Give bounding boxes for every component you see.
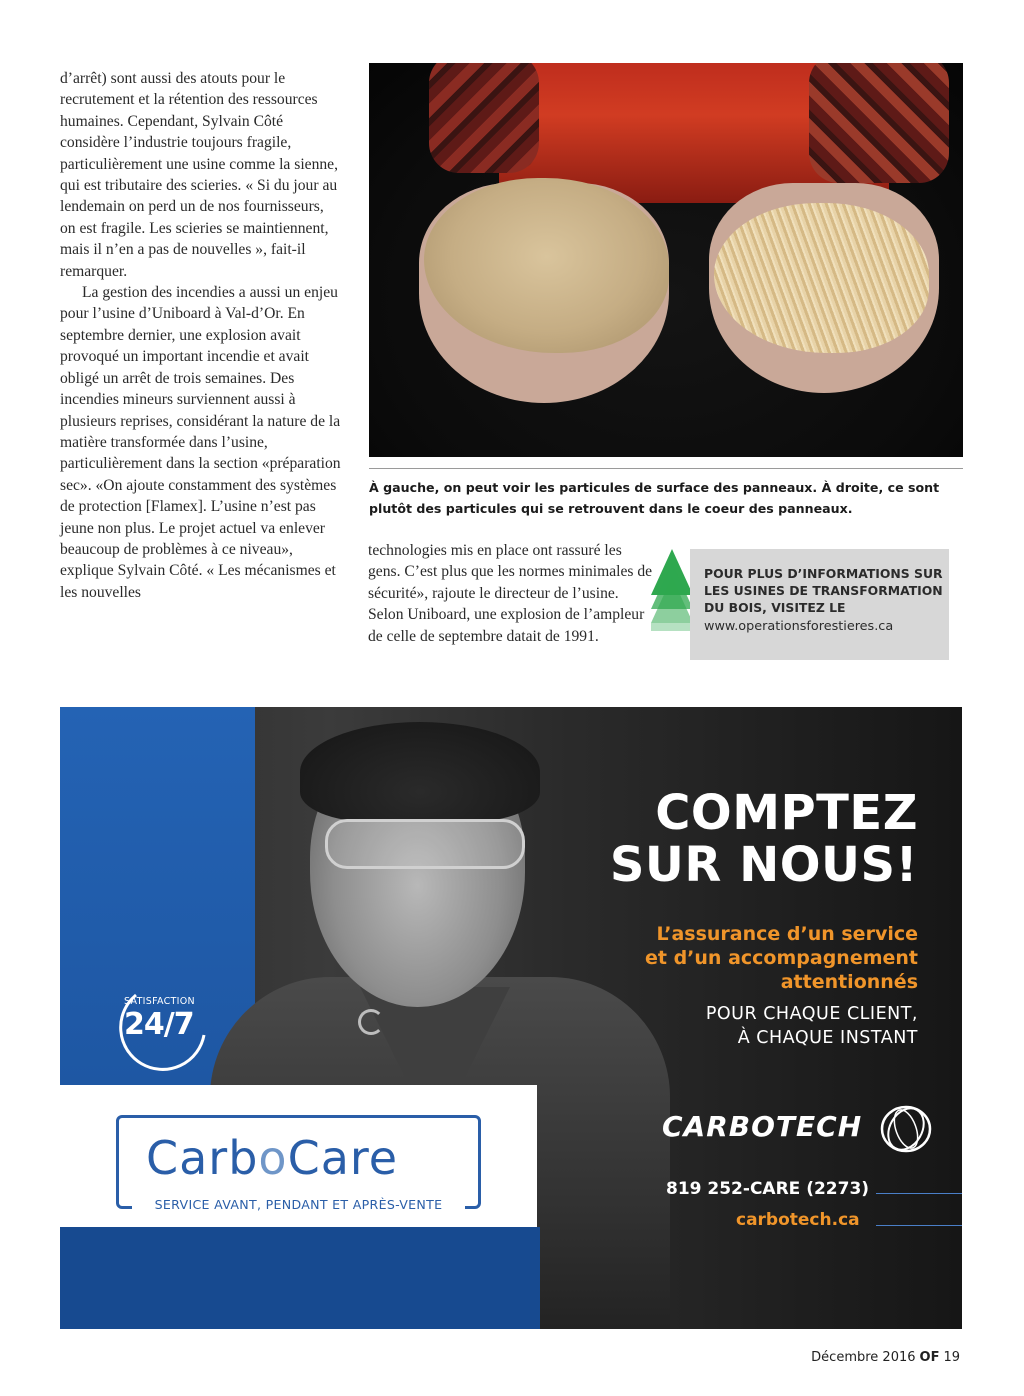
ad-phone[interactable]: 819 252-CARE (2273) xyxy=(666,1179,870,1199)
page-folio xyxy=(811,1350,960,1365)
satisfaction-label: SATISFACTION xyxy=(124,996,195,1007)
article-paragraph: d’arrêt) sont aussi des atouts pour le recrutement et la rétention des ressources humaines. Cependant, Sylvain Côté considère l’industrie toujours fragile, particulièrement une usine comme la sienne, qui est tributaire des scieries. « Si du jour au lendemain on perd un de nos fournisseurs, on est fragile. Les scieries se maintiennent, mais il n’en a pas de nouvelles », fait-il remarquer. xyxy=(60,70,338,280)
ad-headline: COMPTEZ SUR NOUS! xyxy=(609,785,918,893)
info-box-url[interactable]: www.operationsforestieres.ca xyxy=(704,619,894,634)
info-box-heading: POUR PLUS D’INFORMATIONS SUR LES USINES DE TRANSFORMATION DU BOIS, VISITEZ LE xyxy=(704,566,943,615)
carbocare-panel xyxy=(60,1085,537,1227)
ad-tagline: L’assurance d’un service et d’un accompagnement attentionnés xyxy=(645,923,918,993)
folio-issue: Décembre 2016 xyxy=(811,1350,916,1365)
shirt-emblem-icon xyxy=(358,1009,384,1035)
ad-website[interactable]: carbotech.ca xyxy=(736,1210,860,1230)
carbocare-subtitle: SERVICE AVANT, PENDANT ET APRÈS-VENTE xyxy=(132,1197,465,1212)
carbotech-brand: CARBOTECH xyxy=(662,1110,863,1143)
carbotech-advertisement[interactable] xyxy=(60,707,962,1329)
green-arrow-icon xyxy=(651,549,693,631)
article-photo xyxy=(369,63,963,457)
photo-caption: À gauche, on peut voir les particules de surface des panneaux. À droite, ce sont plutôt des particules qui se retrouvent dans le coeur des panneaux. xyxy=(369,480,940,517)
carbotech-swirl-icon xyxy=(876,1097,936,1157)
article-paragraph: La gestion des incendies a aussi un enjeu pour l’usine d’Uniboard à Val-d’Or. En septembre dernier, une explosion avait provoqué un important incendie et avait obligé un arrêt de trois semaines. Des incendies mineurs surviennent aussi à plusieurs reprises, considérant la nature de la matière transformée dans l’usine, particulièrement dans la section «préparation sec». «On ajoute constamment des systèmes de protection [Flamex]. L’usine n’est pas jeune non plus. Le projet actuel va enlever beaucoup de problèmes à ce niveau», explique Sylvain Côté. « Les mécanismes et les nouvelles xyxy=(60,284,341,601)
carbocare-logo: CarboCare xyxy=(146,1131,399,1185)
ad-subline: POUR CHAQUE CLIENT, À CHAQUE INSTANT xyxy=(705,1004,918,1048)
folio-magazine: OF xyxy=(919,1350,940,1365)
folio-page-number: 19 xyxy=(943,1350,960,1365)
satisfaction-value: 24/7 xyxy=(124,1007,194,1042)
info-box xyxy=(690,549,949,660)
article-column-middle: technologies mis en place ont rassuré les gens. C’est plus que les normes minimales de sécurité», rajoute le directeur de l’usine. Selon Uniboard, une explosion de l’ampleur de celle de septembre datait de 1991. xyxy=(368,542,653,645)
caption-rule xyxy=(369,468,963,469)
article-column-left xyxy=(60,68,342,603)
